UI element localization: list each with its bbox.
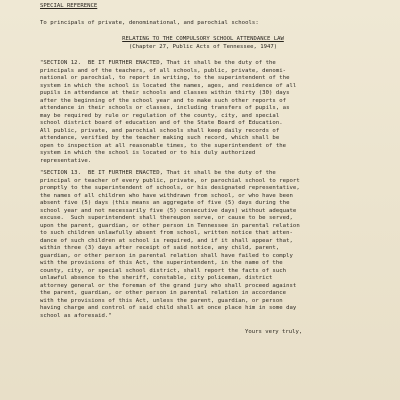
section-12-line: "SECTION 12. BE IT FURTHER ENACTED, That it shall be the duty of the: [40, 60, 276, 66]
section-12-line: school district board of education and of the State Board of Education.: [40, 120, 283, 126]
section-13-line: guardian, or other person in parental relation shall have failed to comply: [40, 252, 293, 259]
section-13-line: dance of such children at school is required, and if it shall appear that,: [40, 237, 293, 244]
spacer: [40, 51, 388, 60]
section-13-line: having charge and control of said child shall at once place him in some day: [40, 305, 297, 311]
closing-salutation: Yours very truly,: [245, 329, 303, 335]
section-13-line: upon the parent, guardian, or other person in Tennessee in parental relation: [40, 222, 300, 229]
section-12-line: system in which the school is located or to his duly authorized: [40, 150, 256, 156]
spacer: [40, 320, 388, 329]
addressee-line: To principals of private, denominational, and parochial schools:: [40, 19, 259, 26]
section-12-line: open to inspection at all reasonable times, to the superintendent of the: [40, 142, 287, 149]
section-13-line: "SECTION 13. BE IT FURTHER ENACTED, That it shall be the duty of the: [40, 170, 276, 176]
section-12-line: All public, private, and parochial schools shall keep daily records of: [40, 127, 280, 134]
subject-title: RELATING TO THE COMPULSORY SCHOOL ATTENDANCE LAW: [122, 36, 284, 42]
section-12-paragraph: [40, 60, 388, 165]
section-12-line: after the beginning of the school year and to make such other reports of: [40, 97, 287, 104]
section-13-paragraph: [40, 170, 388, 320]
spacer: [40, 27, 388, 36]
section-12-line: attendance, verified by the teacher making such record, which shall be: [40, 135, 280, 141]
section-13-line: county, city, or special school district, shall report the facts of such: [40, 267, 287, 274]
section-13-line: unlawful absence to the sheriff, constable, city policeman, district: [40, 275, 273, 281]
section-12-line: attendance in their schools or classes, including transfers of pupils, as: [40, 105, 290, 111]
section-13-line: school year and not necessarily five (5) consecutive days) without adequate: [40, 207, 297, 214]
section-13-line: within three (3) days after receipt of said notice, any child, parent,: [40, 245, 280, 251]
spacer: [40, 11, 388, 20]
section-12-line: may be required by rule or regulation of the county, city, and special: [40, 112, 280, 119]
section-13-line: promptly to the superintendent of schools, or his designated representative,: [40, 185, 300, 191]
section-13-line: to such children unlawfully absent from school, written notice that atten-: [40, 230, 293, 236]
section-13-line: excuse. Such superintendent shall thereupon serve, or cause to be served,: [40, 215, 293, 221]
section-13-line: school as aforesaid.": [40, 312, 112, 319]
section-12-line: representative.: [40, 157, 92, 164]
section-13-line: the names of all children who have withdrawn from school, or who have been: [40, 192, 293, 199]
section-13-line: with the provisions of this Act, unless the parent, guardian, or person: [40, 297, 283, 304]
subject-citation: (Chapter 27, Public Acts of Tennessee, 1947): [128, 43, 278, 50]
letter-header: SPECIAL REFERENCE: [40, 3, 98, 9]
section-13-line: attorney general or the foreman of the grand jury who shall proceed against: [40, 282, 297, 289]
section-13-line: absent five (5) days (this means an aggregate of five (5) days during the: [40, 200, 290, 206]
section-13-line: with the provisions of this Act, the superintendent, in the name of the: [40, 260, 283, 266]
section-13-line: principal or teacher of every public, private, or parochial school to report: [40, 177, 300, 184]
section-12-line: principals and of the teachers, of all schools, public, private, denomi-: [40, 67, 287, 74]
section-12-line: system in which the school is located the names, ages, and residence of all: [40, 82, 297, 89]
section-12-line: national or parochial, to report in writing, to the superintendent of the: [40, 75, 290, 81]
section-12-line: pupils in attendance at their schools and classes within thirty (30) days: [40, 90, 290, 96]
section-13-line: the parent, guardian, or other person in parental relation in accordance: [40, 290, 287, 296]
